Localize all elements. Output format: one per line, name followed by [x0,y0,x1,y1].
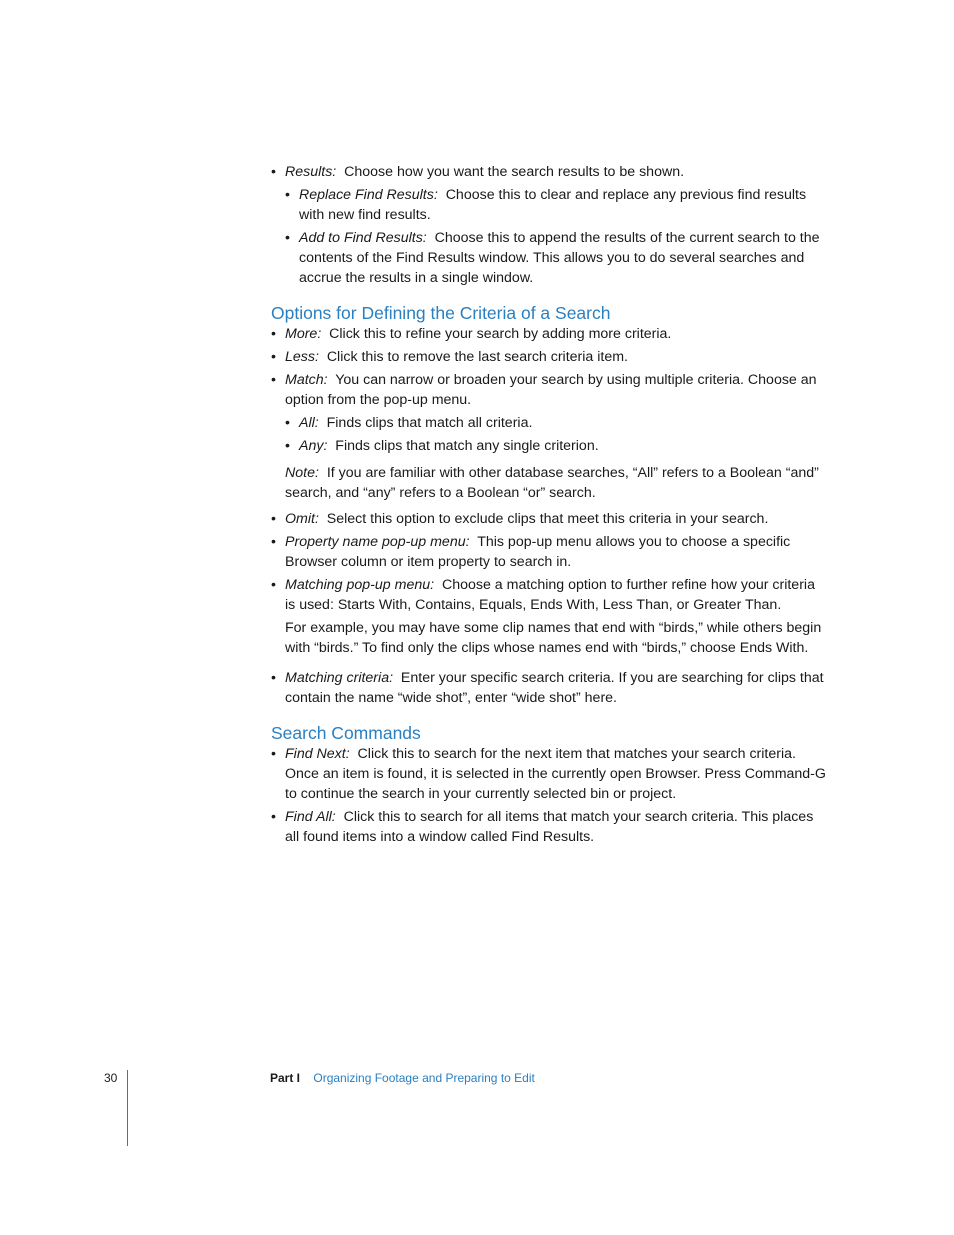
note-text: If you are familiar with other database searches, “All” refers to a Boolean “and” search, and “any” refers to a Boolean “or” search. [285,465,819,501]
term: Find Next: [285,746,350,762]
item-text: Click this to refine your search by adding more criteria. [329,326,672,342]
item-text: Choose a matching option to further refine how your criteria is used: Starts With, Contains, Equals, Ends With, Less Than, or Greater Than. [285,577,815,613]
list-item-all [285,413,827,433]
footer-rule [127,1070,128,1146]
term: Property name pop-up menu: [285,534,470,550]
term: More: [285,326,322,342]
term: All: [299,415,319,431]
list-item-more [271,324,827,344]
bullet: • [271,577,276,593]
item-text: Click this to search for all items that match your search criteria. This places all found items into a window called Find Results. [285,809,814,845]
item-text: This pop-up menu allows you to choose a specific Browser column or item property to search in. [285,534,791,570]
item-text: Select this option to exclude clips that meet this criteria in your search. [326,511,769,527]
term: Match: [285,372,328,388]
term: Find All: [285,809,336,825]
term: Results: [285,164,337,180]
term: Any: [299,438,328,454]
note [285,463,827,503]
list-item-matching-menu [271,575,827,615]
bullet: • [285,187,290,203]
item-text: Click this to remove the last search criteria item. [326,349,628,365]
section-heading-search: Search Commands [271,723,421,743]
term: Omit: [285,511,319,527]
term: Replace Find Results: [299,187,438,203]
bullet: • [271,670,276,686]
bullet: • [285,230,290,246]
part-label: Part I [270,1071,301,1085]
bullet: • [271,372,276,388]
list-item-property-name [271,532,827,572]
list-item-omit [271,509,827,529]
list-item-replace-find-results [285,185,827,225]
list-item-matching-criteria [271,668,827,708]
item-text: Choose this to append the results of the current search to the contents of the Find Results window. This allows you to do several searches and accrue the results in a single window. [299,230,820,286]
bullet: • [271,534,276,550]
list-item-less [271,347,827,367]
list-item-find-all [271,807,827,847]
bullet: • [271,349,276,365]
bullet: • [271,326,276,342]
term: Add to Find Results: [299,230,427,246]
bullet: • [285,438,290,454]
bullet: • [271,164,276,180]
list-item-any [285,436,827,456]
section-heading-options: Options for Defining the Criteria of a Search [271,303,611,323]
item-text: Finds clips that match any single criterion. [335,438,599,454]
bullet: • [271,809,276,825]
term: Less: [285,349,319,365]
part-title: Organizing Footage and Preparing to Edit [313,1071,535,1085]
bullet: • [271,511,276,527]
item-text: You can narrow or broaden your search by using multiple criteria. Choose an option from the pop-up menu. [285,372,817,408]
list-item-add-to-find-results [285,228,827,288]
list-item-find-next [271,744,827,804]
item-text: Choose how you want the search results to be shown. [344,164,685,180]
bullet: • [271,746,276,762]
list-item-match [271,370,827,410]
list-item-results [271,162,827,182]
item-text: Finds clips that match all criteria. [326,415,533,431]
page-number: 30 [104,1071,118,1085]
item-text: Click this to search for the next item that matches your search criteria. Once an item is found, it is selected in the currently open Browser. Press Command-G to continue the search in your currently selected bin or project. [285,746,826,802]
term: Matching pop-up menu: [285,577,435,593]
bullet: • [285,415,290,431]
term: Matching criteria: [285,670,394,686]
item-text: Enter your specific search criteria. If you are searching for clips that contain the name “wide shot”, enter “wide shot” here. [285,670,824,706]
item-text: Choose this to clear and replace any previous find results with new find results. [299,187,807,223]
page-body [271,162,827,850]
note-label: Note: [285,465,319,481]
footer-part [270,1071,535,1085]
example-paragraph: For example, you may have some clip names that end with “birds,” while others begin with “birds.” To find only the clips whose names end with “birds,” choose Ends With. [285,620,822,656]
